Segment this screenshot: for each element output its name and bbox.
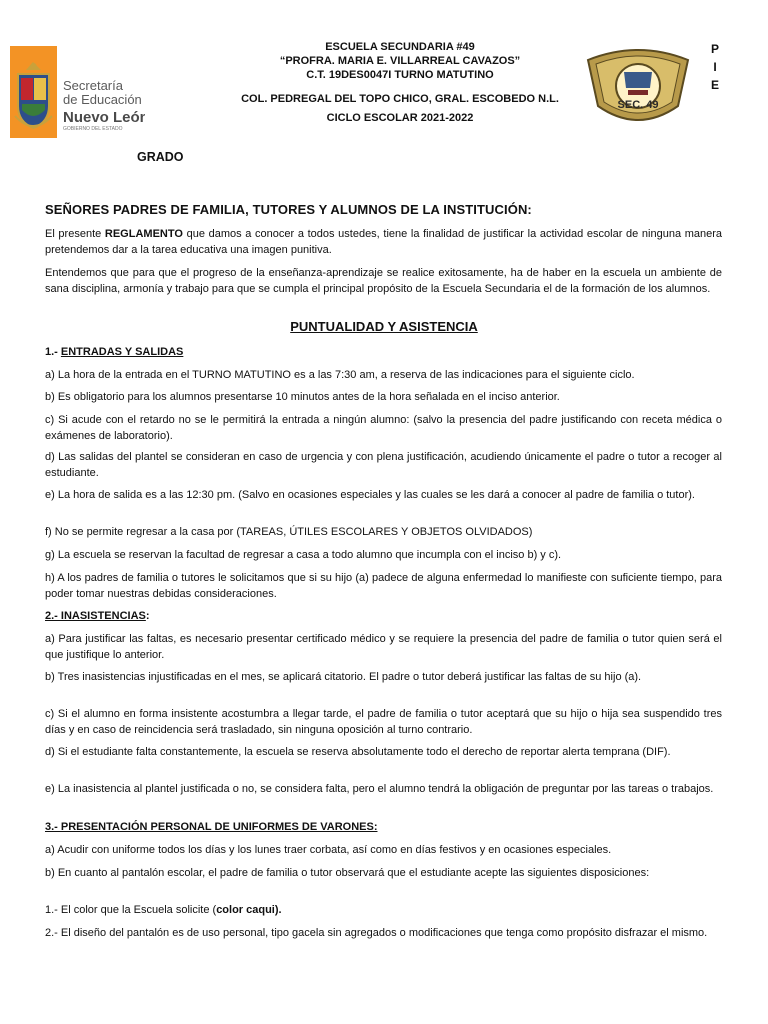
s1-item-c: c) Si acude con el retardo no se le permitirá la entrada a ningún alumno: (salvo la presencia del padre justificando con receta médica o exámenes de laboratorio). [45,414,722,442]
s2-heading: 2.- INASISTENCIAS: [45,610,150,622]
school-ct: C.T. 19DES0047I TURNO MATUTINO [306,69,494,81]
s2-item-b: b) Tres inasistencias injustificadas en el mes, se aplicará citatorio. El padre o tutor deberá justificar las faltas de su hijo (a). [45,671,642,683]
s3-item-b2: 2.- El diseño del pantalón es de uso personal, tipo gacela sin agregados o modificaciones que tenga como propósito disfrazar el mismo. [45,927,708,939]
intro-paragraph-2: Entendemos que para que el progreso de la enseñanza-aprendizaje se realice exitosamente, ha de haber en la escuela un ambiente de sana disciplina, armonía y trabajo para que se cumpla el principal propósito de la Escuela Secundaria el de la formación de los alumnos. [45,267,722,295]
shield-text: SEC. 49 [617,99,659,111]
document-title: SEÑORES PADRES DE FAMILIA, TUTORES Y ALUMNOS DE LA INSTITUCIÓN: [45,202,532,217]
logo-text-line2: de Educación [63,92,142,107]
pie-letter-i: I [713,60,717,74]
s1-item-d: d) Las salidas del plantel se consideran en caso de urgencia y con plena justificación, acudiendo únicamente el padre o tutor a recoger al estudiante. [45,451,722,479]
s1-item-a: a) La hora de la entrada en el TURNO MATUTINO es a las 7:30 am, a reserva de las indicaciones para el siguiente ciclo. [45,369,635,381]
s3-heading: 3.- PRESENTACIÓN PERSONAL DE UNIFORMES DE VARONES: [45,821,378,833]
s3-item-b: b) En cuanto al pantalón escolar, el padre de familia o tutor observará que el estudiante acepte las siguientes disposiciones: [45,867,650,879]
secretaria-educacion-logo [10,46,145,138]
logo-text-line4: GOBIERNO DEL ESTADO [63,126,123,132]
s2-item-d: d) Si el estudiante falta constantemente, la escuela se reserva absolutamente todo el derecho de reportar alerta temprana (DIF). [45,746,671,758]
school-cycle: CICLO ESCOLAR 2021-2022 [326,112,474,124]
logo-text-line3: Nuevo León [63,109,145,126]
s1-item-b: b) Es obligatorio para los alumnos presentarse 10 minutos antes de la hora señalada en el inciso anterior. [45,391,560,403]
s1-item-g: g) La escuela se reservan la facultad de regresar a casa a todo alumno que incumpla con el inciso b) y c). [45,549,562,561]
s1-heading: 1.- ENTRADAS Y SALIDAS [45,346,184,358]
school-shield-logo [582,46,694,130]
grado-label: GRADO [137,150,184,164]
s2-item-e: e) La inasistencia al plantel justificada o no, se considera falta, pero el alumno tendrá la obligación de preguntar por las tareas o trabajos. [45,783,714,795]
s1-item-f: f) No se permite regresar a la casa por (TAREAS, ÚTILES ESCOLARES Y OBJETOS OLVIDADOS) [45,526,533,538]
intro-paragraph-1: El presente REGLAMENTO que damos a conocer a todos ustedes, tiene la finalidad de justificar la actividad escolar de ninguna manera pretendemos dar a la tarea educativa una imagen punitiva. [45,228,723,256]
s2-item-c: c) Si el alumno en forma insistente acostumbra a llegar tarde, el padre de familia o tutor aceptará que su hijo o hija sea suspendido tres días y en caso de reincidencia será trasladado, sin ninguna oposición al turno contrario. [45,708,722,736]
logo-text-line1: Secretaría [63,78,123,93]
section-title: PUNTUALIDAD Y ASISTENCIA [290,319,478,334]
s3-item-b1: 1.- El color que la Escuela solicite (color caqui). [45,904,282,916]
s1-item-h: h) A los padres de familia o tutores le solicitamos que si su hijo (a) padece de alguna enfermedad lo manifieste con suficiente tiempo, para poder tomar nuestras debidas consideraciones. [45,572,722,600]
s3-item-a: a) Acudir con uniforme todos los días y los lunes traer corbata, así como en días festivos y en ocasiones especiales. [45,844,612,856]
school-name: ESCUELA SECUNDARIA #49 [325,41,475,53]
pie-letter-e: E [710,78,719,92]
pie-label [708,40,722,94]
pie-letter-p: P [710,42,719,56]
s1-item-e: e) La hora de salida es a las 12:30 pm. (Salvo en ocasiones especiales y las cuales se les dará a conocer al padre de familia o tutor). [45,489,695,501]
school-honoree: “PROFRA. MARIA E. VILLARREAL CAVAZOS” [279,55,521,67]
s2-item-a: a) Para justificar las faltas, es necesario presentar certificado médico y se requiere la presencia del padre de familia o tutor quien será el que justifique lo anterior. [45,633,722,661]
school-address: COL. PEDREGAL DEL TOPO CHICO, GRAL. ESCOBEDO N.L. [241,93,559,105]
